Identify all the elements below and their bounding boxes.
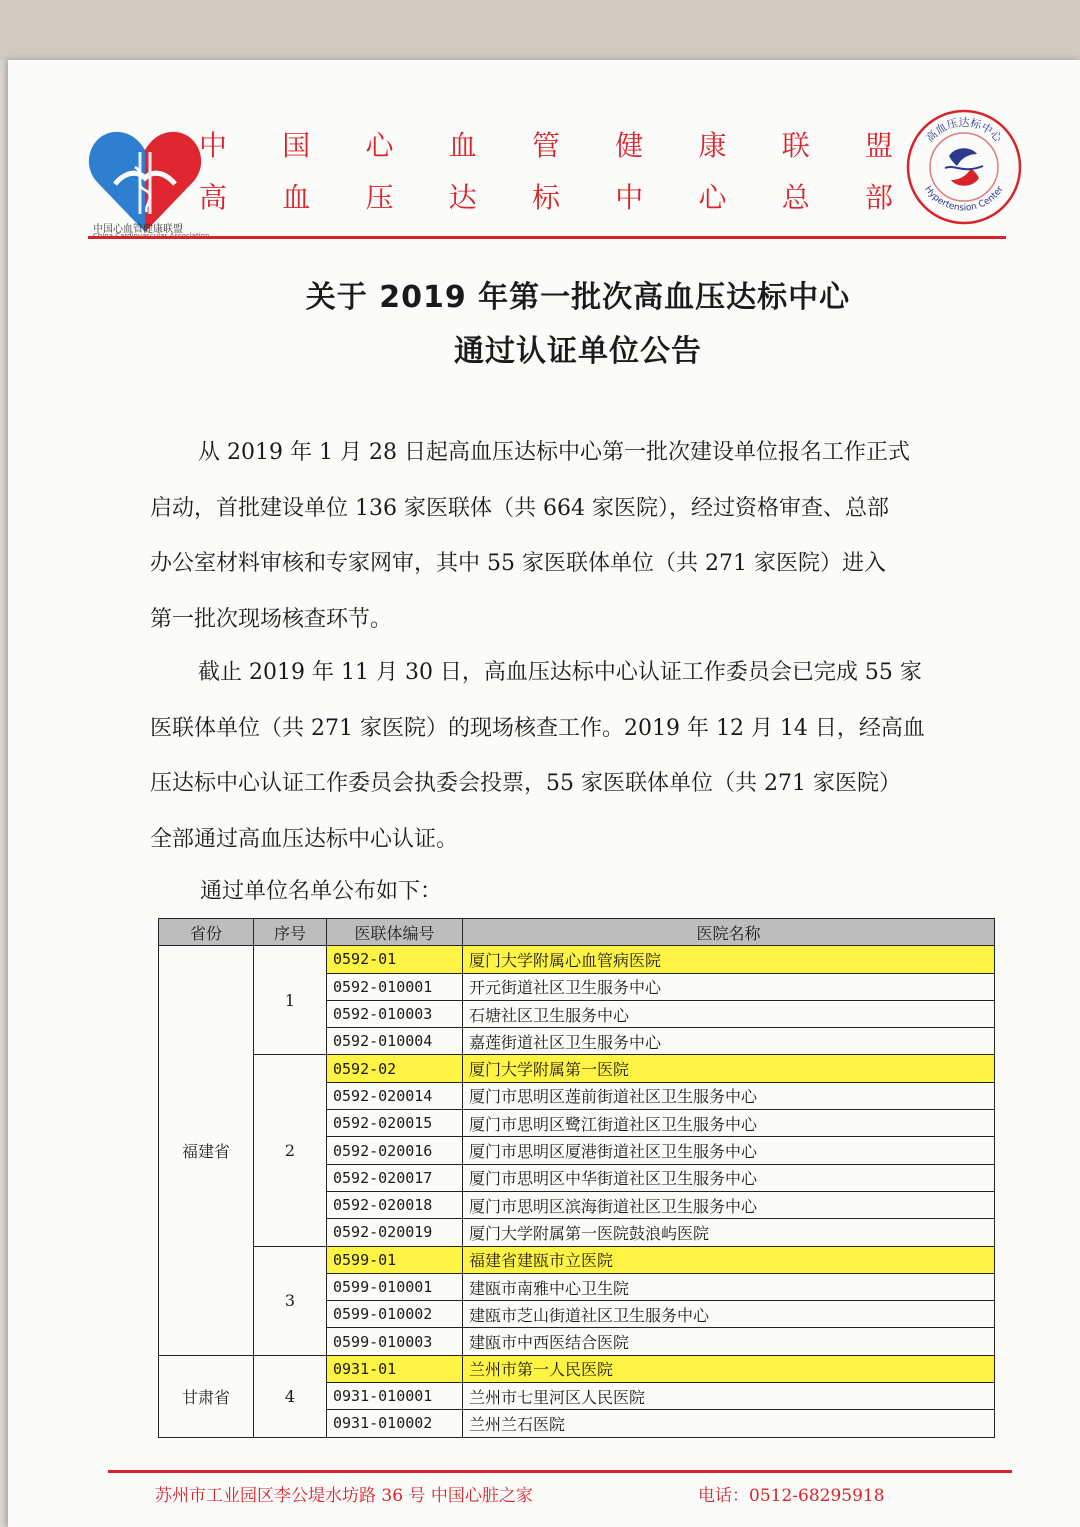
paragraph-line: 第一批次现场核查环节。 xyxy=(150,606,393,632)
hospital-name-cell: 厦门市思明区莲前街道社区卫生服务中心 xyxy=(463,1082,995,1109)
header-org-name xyxy=(196,124,896,164)
footer-phone: 电话：0512-68295918 xyxy=(698,1486,885,1506)
paragraph-line: 截止 2019 年 11 月 30 日，高血压达标中心认证工作委员会已完成 55 家 xyxy=(198,660,922,685)
hospital-name-cell: 厦门市思明区中华街道社区卫生服务中心 xyxy=(463,1164,995,1191)
column-header-seq: 序号 xyxy=(254,919,327,946)
alliance-code-cell: 0592-010004 xyxy=(327,1028,463,1055)
header-char: 国 xyxy=(282,129,311,162)
column-header-code: 医联体编号 xyxy=(327,919,463,946)
alliance-code-cell: 0592-020017 xyxy=(327,1164,463,1191)
header-char: 中 xyxy=(198,129,227,162)
certified-units-table xyxy=(158,918,995,1438)
list-intro: 通过单位名单公布如下： xyxy=(200,879,443,904)
table-header-row xyxy=(159,919,995,946)
alliance-code-cell: 0592-020019 xyxy=(327,1219,463,1246)
column-header-hospital: 医院名称 xyxy=(463,919,995,946)
table-row xyxy=(159,1355,995,1382)
header-char: 达 xyxy=(448,181,477,214)
header-char: 康 xyxy=(698,129,727,162)
hospital-name-cell: 石塘社区卫生服务中心 xyxy=(463,1000,995,1027)
header-char: 心 xyxy=(698,181,727,214)
hospital-name-cell: 兰州市第一人民医院 xyxy=(463,1355,995,1382)
paragraph-line: 从 2019 年 1 月 28 日起高血压达标中心第一批次建设单位报名工作正式 xyxy=(198,440,910,465)
seq-cell: 2 xyxy=(254,1055,327,1246)
svg-text:Hypertension Center xyxy=(922,184,1006,213)
alliance-code-cell: 0599-01 xyxy=(327,1246,463,1273)
province-cell: 甘肃省 xyxy=(159,1355,254,1437)
alliance-code-cell: 0592-01 xyxy=(327,946,463,973)
paragraph-line: 医联体单位（共 271 家医院）的现场核查工作。2019 年 12 月 14 日，经高血 xyxy=(150,715,925,741)
header-char: 总 xyxy=(781,181,810,214)
alliance-code-cell: 0599-010001 xyxy=(327,1273,463,1300)
hospital-name-cell: 厦门市思明区鹭江街道社区卫生服务中心 xyxy=(463,1110,995,1137)
province-cell: 福建省 xyxy=(159,946,254,1355)
hospital-name-cell: 建瓯市中西医结合医院 xyxy=(463,1328,995,1355)
header-char: 标 xyxy=(531,181,560,214)
alliance-code-cell: 0931-010001 xyxy=(327,1383,463,1410)
document-title-line-1: 关于 2019 年第一批次高血压达标中心 xyxy=(305,280,851,315)
paragraph-1 xyxy=(150,425,965,647)
table-row xyxy=(159,1055,995,1082)
hospital-name-cell: 建瓯市南雅中心卫生院 xyxy=(463,1273,995,1300)
header-char: 管 xyxy=(531,129,560,162)
seq-cell: 3 xyxy=(254,1246,327,1355)
paragraph-line: 全部通过高血压达标中心认证。 xyxy=(150,826,459,852)
hospital-name-cell: 厦门市思明区滨海街道社区卫生服务中心 xyxy=(463,1191,995,1218)
header-char: 中 xyxy=(615,181,644,214)
header-char: 心 xyxy=(365,129,394,162)
column-header-province: 省份 xyxy=(159,919,254,946)
paragraph-line: 办公室材料审核和专家网审，其中 55 家医联体单位（共 271 家医院）进入 xyxy=(150,551,886,576)
right-logo-cn: 高血压达标中心 xyxy=(923,116,1005,145)
paragraph-line: 启动，首批建设单位 136 家医联体（共 664 家医院），经过资格审查、总部 xyxy=(150,495,889,521)
hospital-name-cell: 兰州兰石医院 xyxy=(463,1410,995,1437)
hospital-name-cell: 福建省建瓯市立医院 xyxy=(463,1246,995,1273)
header-char: 血 xyxy=(448,129,477,162)
header-char: 联 xyxy=(781,129,810,162)
alliance-code-cell: 0931-01 xyxy=(327,1355,463,1382)
paragraph-2 xyxy=(150,645,965,867)
header-char: 血 xyxy=(282,181,311,214)
footer-address: 苏州市工业园区李公堤水坊路 36 号 中国心脏之家 xyxy=(155,1486,533,1506)
hospital-name-cell: 兰州市七里河区人民医院 xyxy=(463,1383,995,1410)
header-char: 压 xyxy=(365,181,394,214)
alliance-code-cell: 0592-020015 xyxy=(327,1110,463,1137)
header-center-name xyxy=(196,176,896,216)
hospital-name-cell: 厦门大学附属第一医院 xyxy=(463,1055,995,1082)
alliance-code-cell: 0931-010002 xyxy=(327,1410,463,1437)
document-title-line-2: 通过认证单位公告 xyxy=(454,334,702,369)
alliance-code-cell: 0592-010001 xyxy=(327,973,463,1000)
scan-top-edge xyxy=(0,0,1080,60)
alliance-code-cell: 0592-02 xyxy=(327,1055,463,1082)
hypertension-center-logo xyxy=(905,108,1023,226)
hospital-name-cell: 建瓯市芝山街道社区卫生服务中心 xyxy=(463,1301,995,1328)
alliance-code-cell: 0592-020018 xyxy=(327,1191,463,1218)
hospital-name-cell: 厦门市思明区厦港街道社区卫生服务中心 xyxy=(463,1137,995,1164)
header-char: 健 xyxy=(615,129,644,162)
alliance-code-cell: 0599-010003 xyxy=(327,1328,463,1355)
header-char: 盟 xyxy=(864,129,893,162)
left-logo-caption-cn: 中国心血管健康联盟 xyxy=(93,224,183,235)
header-divider xyxy=(88,236,1006,239)
hospital-name-cell: 厦门大学附属第一医院鼓浪屿医院 xyxy=(463,1219,995,1246)
alliance-code-cell: 0592-010003 xyxy=(327,1000,463,1027)
header-char: 部 xyxy=(864,181,893,214)
header-char: 高 xyxy=(198,181,227,214)
alliance-code-cell: 0592-020016 xyxy=(327,1137,463,1164)
hospital-name-cell: 厦门大学附属心血管病医院 xyxy=(463,946,995,973)
table-row xyxy=(159,946,995,973)
seq-cell: 4 xyxy=(254,1355,327,1437)
hospital-name-cell: 嘉莲街道社区卫生服务中心 xyxy=(463,1028,995,1055)
table-row xyxy=(159,1246,995,1273)
seq-cell: 1 xyxy=(254,946,327,1055)
hospital-name-cell: 开元街道社区卫生服务中心 xyxy=(463,973,995,1000)
alliance-code-cell: 0592-020014 xyxy=(327,1082,463,1109)
alliance-code-cell: 0599-010002 xyxy=(327,1301,463,1328)
right-logo-en: Hypertension Center xyxy=(922,184,1006,214)
footer-divider xyxy=(108,1470,1012,1473)
paragraph-line: 压达标中心认证工作委员会执委会投票，55 家医联体单位（共 271 家医院） xyxy=(150,771,901,796)
